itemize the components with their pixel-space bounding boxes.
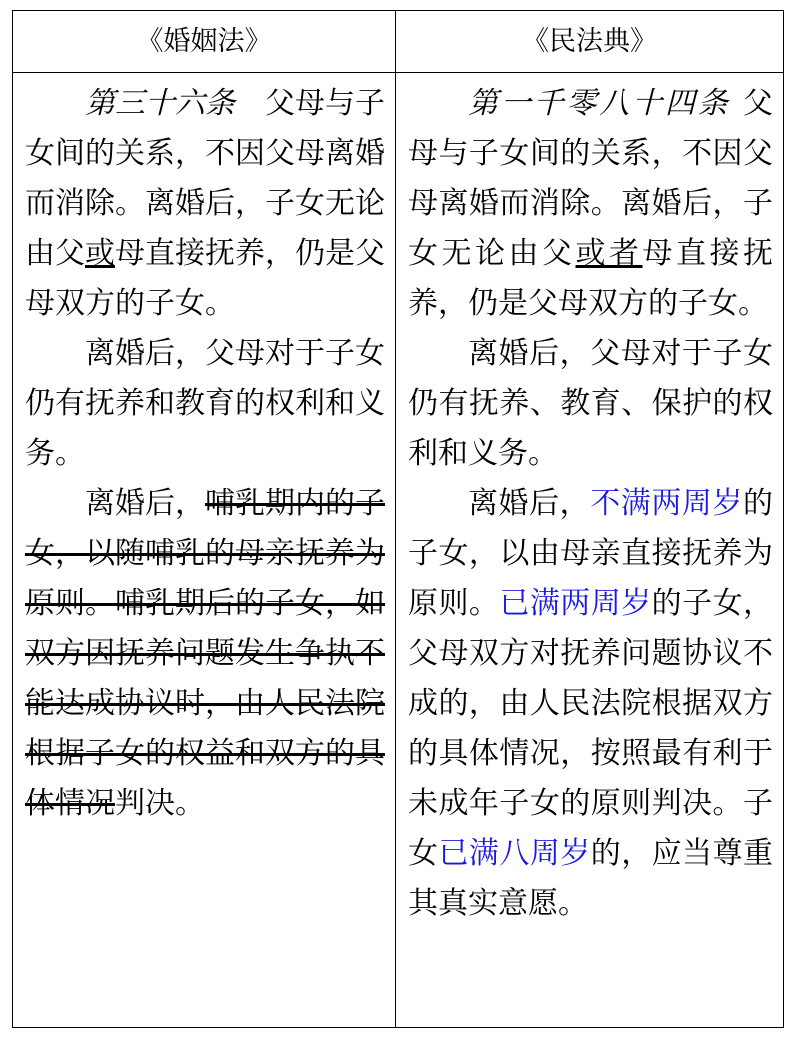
civil-code-paragraph-1	[408, 79, 773, 329]
paragraph-text: 父母与子女间的关系，不因父母离婚而消除。离婚后，子女无论由父	[25, 86, 385, 271]
paragraph-text: 的子女，父母双方对抚养问题协议不成的，由人民法院根据双方的具体情况，按照最有利于未成年子女的原则判决。子女	[408, 586, 774, 871]
header-marriage-law-title: 《婚姻法》	[136, 26, 272, 57]
article-number: 第三十六条	[85, 86, 235, 121]
paragraph-text: 的子女，以由母亲直接抚养为原则。	[408, 486, 774, 621]
paragraph-text: 离婚后，父母对于子女仍有抚养、教育、保护的权利和义务。	[408, 336, 773, 471]
paragraph-text: 母直接抚养，仍是父母双方的子女。	[408, 236, 773, 321]
marriage-law-paragraph-1	[25, 79, 385, 329]
paragraph-text: 判决。	[115, 786, 205, 821]
civil-code-paragraph-2	[408, 329, 773, 479]
underlined-word: 或	[85, 236, 115, 271]
paragraph-text: 母直接抚养，仍是父母双方的子女。	[25, 236, 385, 321]
marriage-law-paragraph-3	[25, 479, 385, 829]
added-text: 已满两周岁	[499, 586, 652, 621]
comparison-table	[12, 10, 784, 1028]
paragraph-text: 的，应当尊重其真实意愿。	[408, 836, 774, 921]
civil-code-column	[396, 73, 783, 1027]
article-number: 第一千零八十四条	[468, 86, 731, 121]
header-marriage-law	[13, 11, 396, 73]
marriage-law-paragraph-2	[25, 329, 385, 479]
paragraph-text: 离婚后，	[468, 486, 591, 521]
underlined-word: 或者	[575, 236, 643, 271]
added-text: 已满八周岁	[438, 836, 591, 871]
header-civil-code	[396, 11, 783, 73]
header-civil-code-title: 《民法典》	[522, 26, 657, 57]
paragraph-text: 离婚后，父母对于子女仍有抚养和教育的权利和义务。	[25, 336, 385, 471]
deleted-text: 哺乳期内的子女，以随哺乳的母亲抚养为原则。哺乳期后的子女，如双方因抚养问题发生争执不能达成协议时，由人民法院根据子女的权益和双方的具体情况	[25, 486, 385, 821]
added-text: 不满两周岁	[590, 486, 744, 521]
paragraph-text: 离婚后，	[85, 486, 205, 521]
paragraph-text: 父母与子女间的关系，不因父母离婚而消除。离婚后，子女无论由父	[408, 86, 773, 271]
marriage-law-column	[13, 73, 396, 1027]
civil-code-paragraph-3	[408, 479, 773, 929]
